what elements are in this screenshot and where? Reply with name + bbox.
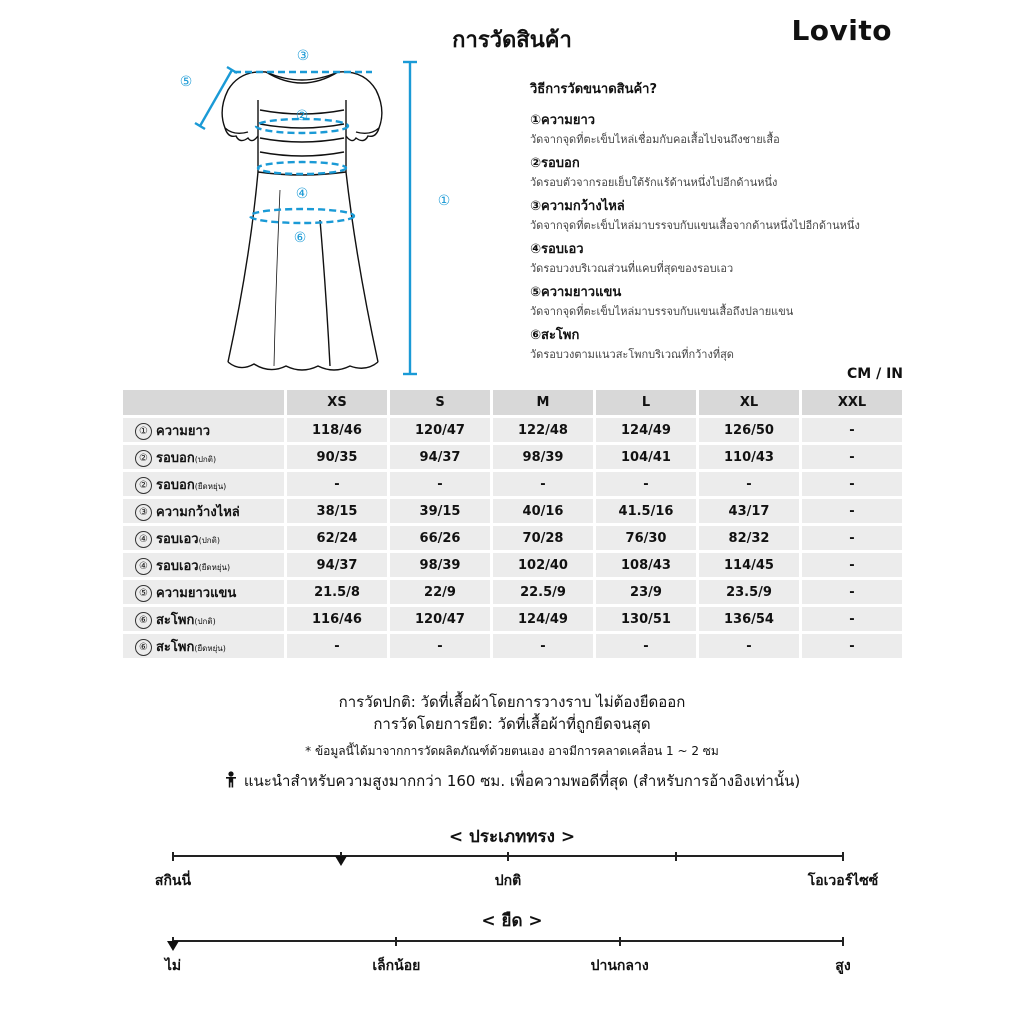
row-number: ⑤ [135,585,152,602]
guide-item-heading: ①ความยาว [530,113,596,128]
brand-logo: Lovito [791,14,892,47]
table-row [123,472,902,496]
row-label [123,526,284,550]
column-header: S [390,390,490,415]
unit-label: CM / IN [847,366,903,382]
row-label [123,553,284,577]
guide-item-heading: ⑤ความยาวแขน [530,285,622,300]
table-cell: - [802,418,902,442]
row-number: ① [135,423,152,440]
row-label [123,607,284,631]
scale-label: ปานกลาง [590,958,649,974]
note-height-recommendation [0,769,1024,793]
row-label-text: รอบอก [156,450,195,466]
page-title: การวัดสินค้า [452,28,572,53]
table-cell: 98/39 [493,445,593,469]
table-row [123,634,902,658]
table-row [123,580,902,604]
row-label [123,418,284,442]
table-cell: 39/15 [390,499,490,523]
scale-tick [172,852,174,861]
guide-item [530,324,930,363]
table-cell: 43/17 [699,499,799,523]
label-6: ⑥ [293,230,307,246]
label-4: ④ [295,186,309,202]
table-cell: 110/43 [699,445,799,469]
column-header: XL [699,390,799,415]
table-cell: 94/37 [390,445,490,469]
scale-tick [507,852,509,861]
table-cell: 22.5/9 [493,580,593,604]
label-5: ⑤ [179,74,193,90]
guide-item [530,238,930,277]
table-cell: 122/48 [493,418,593,442]
table-cell: 116/46 [287,607,387,631]
row-label [123,499,284,523]
table-cell: - [802,445,902,469]
guide-item-heading: ⑥สะโพก [530,328,580,343]
table-cell: 23/9 [596,580,696,604]
scale-tick [842,852,844,861]
table-cell: 66/26 [390,526,490,550]
table-cell: - [390,472,490,496]
row-label-text: รอบอก [156,477,195,493]
row-number: ② [135,450,152,467]
note-stretch-measure: การวัดโดยการยืด: วัดที่เสื้อผ้าที่ถูกยืดจนสุด [373,715,651,733]
guide-title: วิธีการวัดขนาดสินค้า? [530,82,658,97]
table-cell: 90/35 [287,445,387,469]
table-cell: - [493,472,593,496]
measurement-guide [530,78,930,367]
table-cell: - [802,607,902,631]
table-cell: 124/49 [493,607,593,631]
column-header: L [596,390,696,415]
fit-scale-title: < ประเภททรง > [448,827,576,847]
row-number: ② [135,477,152,494]
table-row [123,499,902,523]
table-row [123,418,902,442]
scale-label: สกินนี่ [154,873,192,889]
guide-item [530,195,930,234]
row-label-text: รอบเอว [156,531,199,547]
table-cell: - [802,634,902,658]
note-normal-measure: การวัดปกติ: วัดที่เสื้อผ้าโดยการวางราบ ไม่ต้องยืดออก [338,693,686,711]
row-label [123,580,284,604]
guide-item-desc: วัดจากจุดที่ตะเข็บไหล่เชื่อมกับคอเสื้อไปจนถึงชายเสื้อ [530,133,780,146]
row-number: ④ [135,558,152,575]
row-label-qualifier: (ปกติ) [194,616,216,626]
column-header: XXL [802,390,902,415]
table-cell: - [390,634,490,658]
row-label [123,634,284,658]
table-cell: 120/47 [390,607,490,631]
table-cell: 21.5/8 [287,580,387,604]
guide-item-heading: ③ความกว้างไหล่ [530,199,625,214]
table-cell: - [596,634,696,658]
table-cell: 108/43 [596,553,696,577]
row-label-text: สะโพก [156,612,195,628]
row-label-text: ความกว้างไหล่ [156,504,240,520]
guide-item-heading: ④รอบเอว [530,242,584,257]
scale-tick [842,937,844,946]
height-recommendation-text: แนะนำสำหรับความสูงมากกว่า 160 ซม. เพื่อความพอดีที่สุด (สำหรับการอ้างอิงเท่านั้น) [243,772,801,790]
table-row [123,607,902,631]
scale-label: สูง [835,958,851,974]
label-1: ① [437,193,451,209]
table-row [123,553,902,577]
row-number: ④ [135,531,152,548]
row-number: ⑥ [135,612,152,629]
table-cell: - [802,553,902,577]
table-cell: 38/15 [287,499,387,523]
table-cell: 94/37 [287,553,387,577]
scale-label: ปกติ [494,873,522,889]
table-cell: 98/39 [390,553,490,577]
row-label-text: ความยาวแขน [156,585,237,601]
table-row [123,526,902,550]
table-cell: - [493,634,593,658]
scale-tick [619,937,621,946]
scale-tick [395,937,397,946]
row-label [123,472,284,496]
table-cell: 114/45 [699,553,799,577]
stretch-scale-line [173,940,843,942]
row-label-text: รอบเอว [156,558,199,574]
guide-item-desc: วัดจากจุดที่ตะเข็บไหล่มาบรรจบกับแขนเสื้อถึงปลายแขน [530,305,794,318]
table-cell: - [699,634,799,658]
scale-selected-marker [167,941,179,951]
row-label-qualifier: (ยืดหยุ่น) [194,481,227,491]
table-cell: - [287,634,387,658]
table-corner-cell [123,390,284,415]
table-cell: - [802,499,902,523]
row-label [123,445,284,469]
table-cell: 130/51 [596,607,696,631]
table-cell: - [802,472,902,496]
table-cell: 76/30 [596,526,696,550]
label-3: ③ [296,48,310,64]
label-2: ② [295,108,309,124]
scale-selected-marker [335,856,347,866]
table-cell: - [802,580,902,604]
guide-item-desc: วัดรอบตัวจากรอยเย็บใต้รักแร้ด้านหนึ่งไปอีกด้านหนึ่ง [530,176,778,189]
row-label-text: สะโพก [156,639,195,655]
table-row [123,445,902,469]
row-label-qualifier: (ยืดหยุ่น) [198,562,231,572]
row-number: ③ [135,504,152,521]
scale-label: โอเวอร์ไซซ์ [807,873,879,889]
row-label-qualifier: (ปกติ) [198,535,220,545]
guide-item-desc: วัดจากจุดที่ตะเข็บไหล่มาบรรจบกับแขนเสื้อจากด้านหนึ่งไปอีกด้านหนึ่ง [530,219,860,232]
table-cell: - [287,472,387,496]
table-cell: 126/50 [699,418,799,442]
row-label-qualifier: (ยืดหยุ่น) [194,643,226,653]
table-cell: 120/47 [390,418,490,442]
scale-label: ไม่ [164,958,182,974]
guide-item-heading: ②รอบอก [530,156,580,171]
row-number: ⑥ [135,639,152,656]
table-cell: 124/49 [596,418,696,442]
person-icon [224,771,238,788]
scale-label: เล็กน้อย [372,958,421,974]
table-cell: 82/32 [699,526,799,550]
table-cell: 118/46 [287,418,387,442]
table-header-row [123,390,902,415]
table-cell: 102/40 [493,553,593,577]
stretch-scale-title: < ยืด > [481,911,543,931]
table-cell: 23.5/9 [699,580,799,604]
guide-item [530,152,930,191]
table-cell: 22/9 [390,580,490,604]
row-label-text: ความยาว [156,423,211,439]
table-cell: 40/16 [493,499,593,523]
row-label-qualifier: (ปกติ) [194,454,217,464]
dress-measurement-diagram [170,40,470,380]
guide-item [530,281,930,320]
table-cell: 70/28 [493,526,593,550]
table-cell: - [802,526,902,550]
table-cell: 104/41 [596,445,696,469]
table-cell: 136/54 [699,607,799,631]
table-cell: - [699,472,799,496]
size-table [120,387,905,661]
note-disclaimer: * ข้อมูลนี้ได้มาจากการวัดผลิตภัณฑ์ด้วยตนเอง อาจมีการคลาดเคลื่อน 1 ~ 2 ซม [305,744,719,758]
column-header: M [493,390,593,415]
scale-tick [675,852,677,861]
guide-item [530,109,930,148]
table-cell: 41.5/16 [596,499,696,523]
guide-item-desc: วัดรอบวงตามแนวสะโพกบริเวณที่กว้างที่สุด [530,348,734,361]
column-header: XS [287,390,387,415]
guide-item-desc: วัดรอบวงบริเวณส่วนที่แคบที่สุดของรอบเอว [530,262,734,275]
table-cell: - [596,472,696,496]
table-cell: 62/24 [287,526,387,550]
